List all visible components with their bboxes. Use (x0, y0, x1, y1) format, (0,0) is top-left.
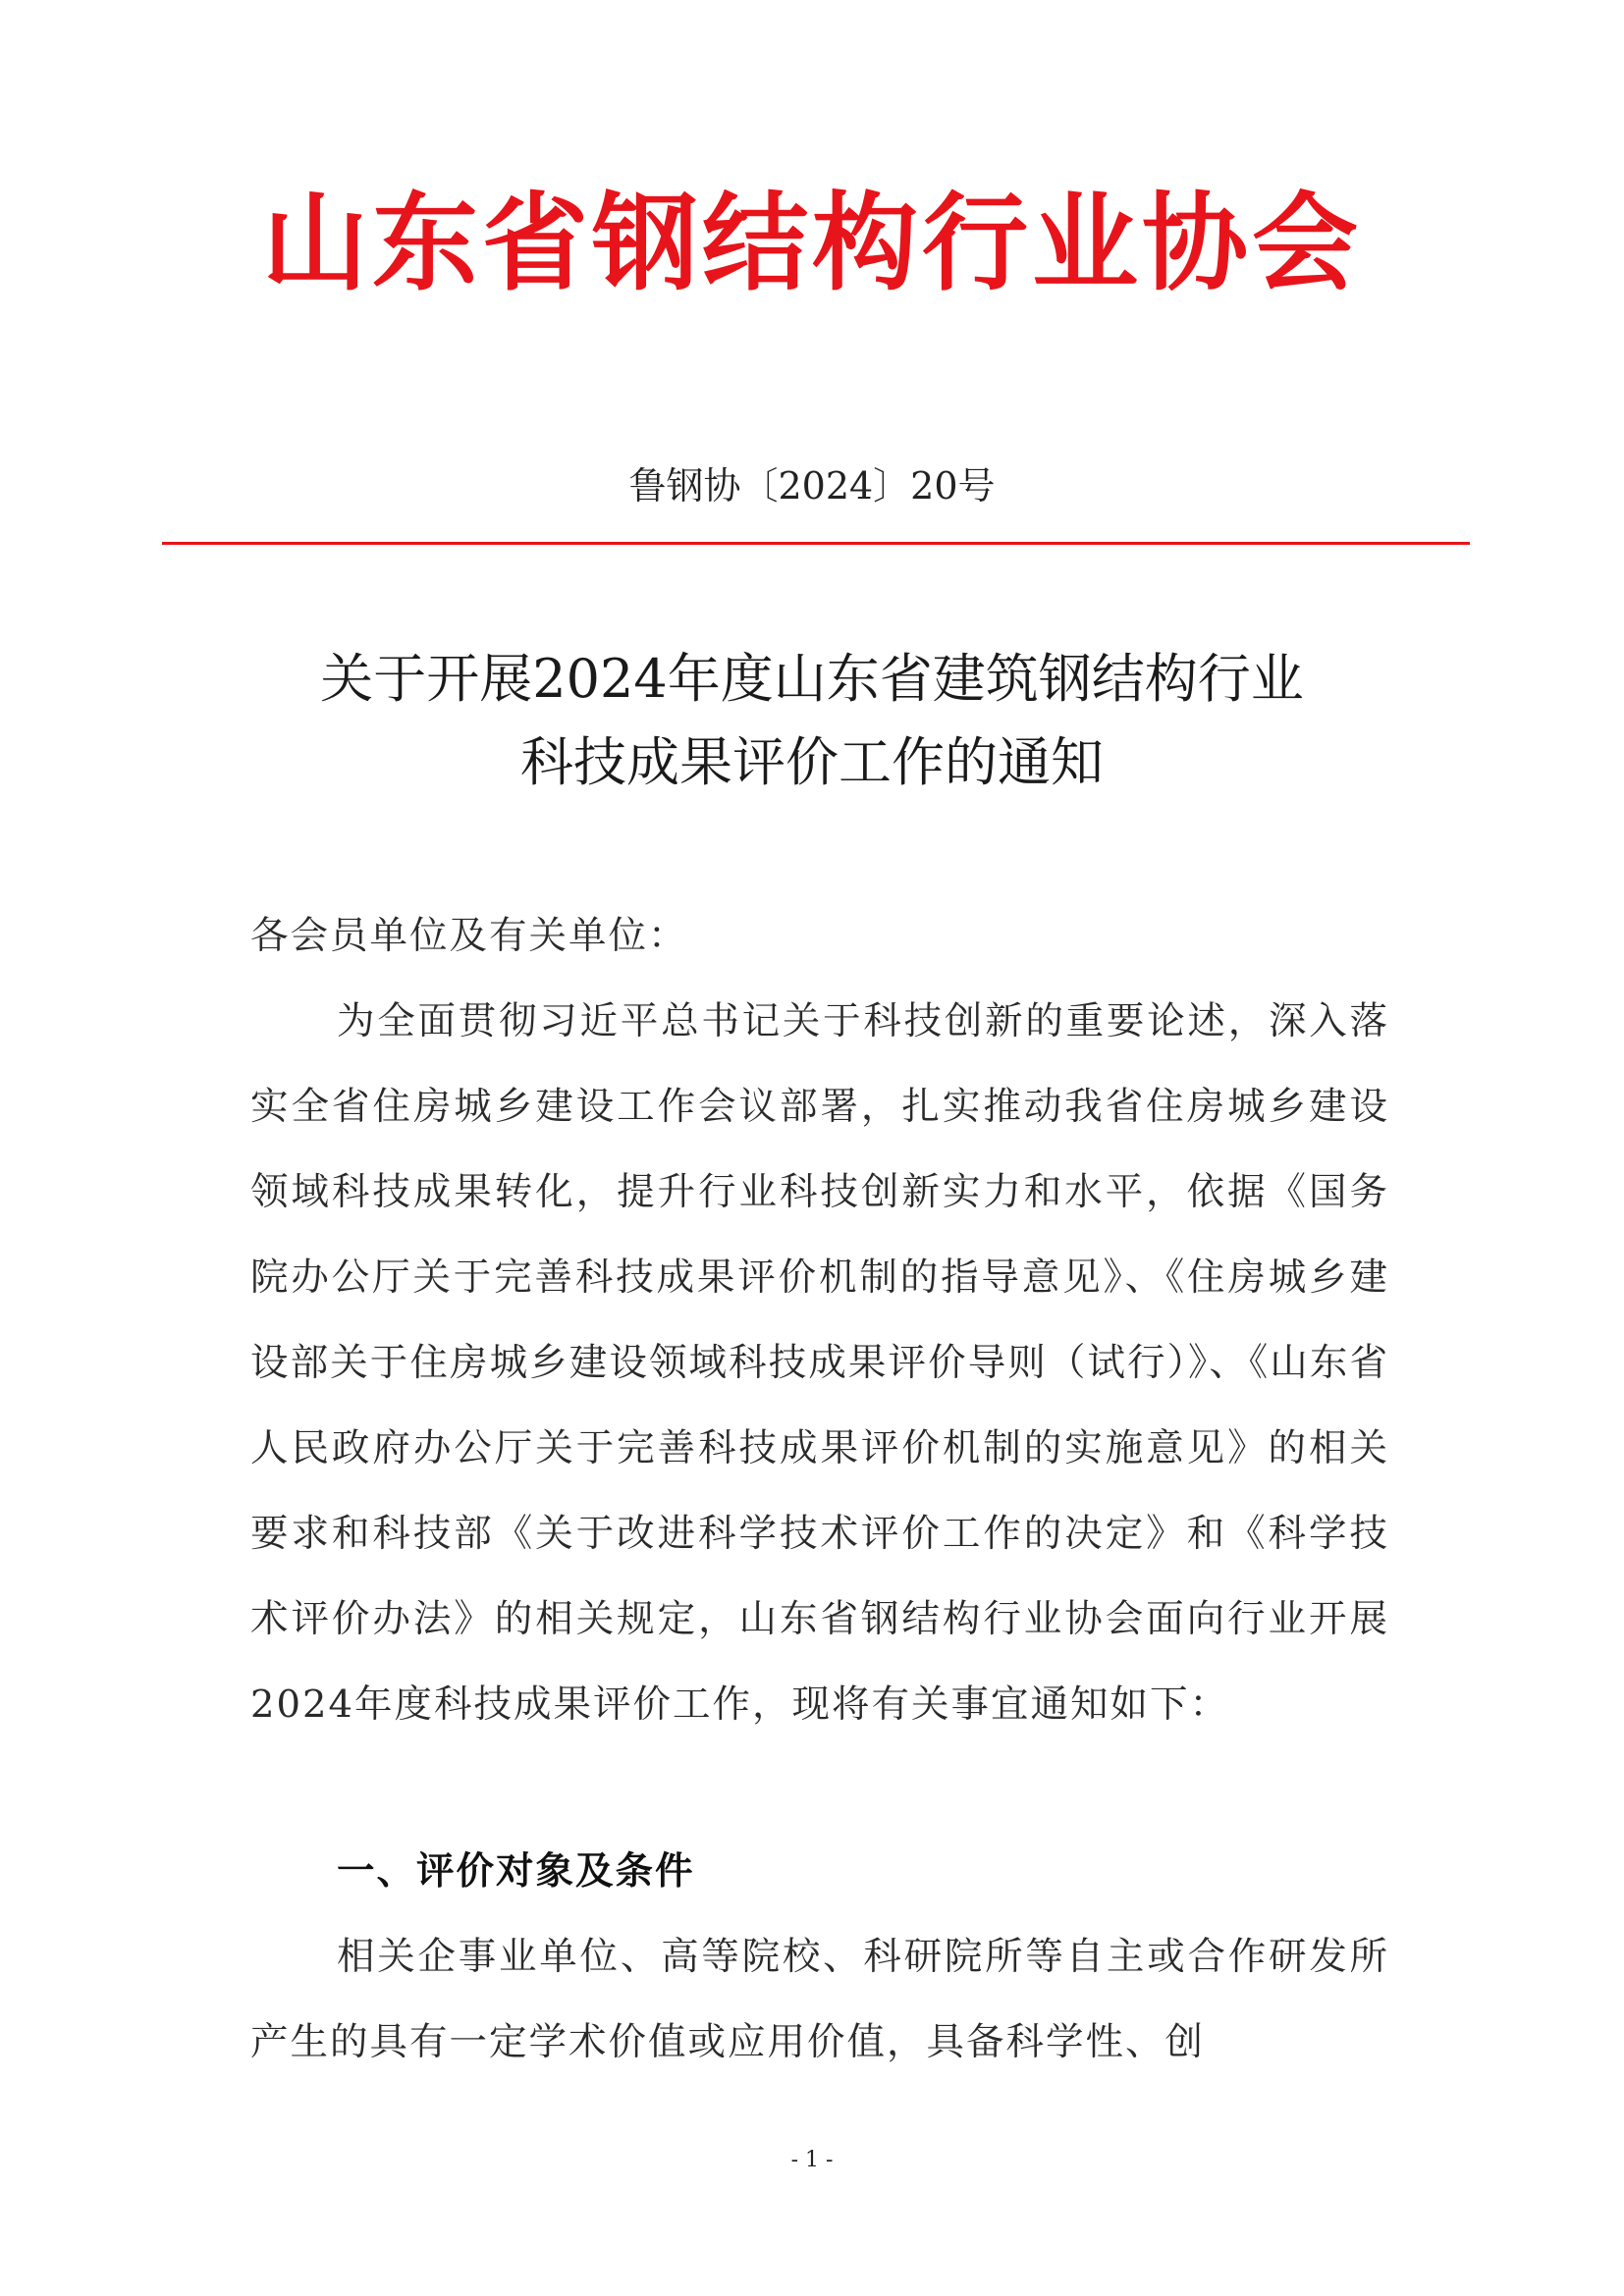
section-heading-1: 一、评价对象及条件 (337, 1849, 695, 1894)
red-divider-line (162, 542, 1470, 545)
body-paragraph-2: 相关企事业单位、高等院校、科研院所等自主或合作研发所产生的具有一定学术价值或应用价值，具备科学性、创 (250, 1935, 1389, 2064)
notice-title-line-1: 关于开展2024年度山东省建筑钢结构行业 (320, 648, 1304, 710)
page-number: - 1 - (790, 2148, 834, 2172)
organization-header: 山东省钢结构行业协会 (261, 183, 1362, 305)
body-paragraph-1: 为全面贯彻习近平总书记关于科技创新的重要论述，深入落实全省住房城乡建设工作会议部署，扎实推动我省住房城乡建设领域科技成果转化，提升行业科技创新实力和水平，依据《国务院办公厅关于完善科技成果评价机制的指导意见》、《住房城乡建设部关于住房城乡建设领域科技成果评价导则（试行）》、《山东省人民政府办公厅关于完善科技成果评价机制的实施意见》的相关要求和科技部《关于改进科学技术评价工作的决定》和《科学技术评价办法》的相关规定，山东省钢结构行业协会面向行业开展2024年度科技成果评价工作，现将有关事宜通知如下： (250, 999, 1389, 1727)
salutation: 各会员单位及有关单位： (250, 914, 688, 958)
notice-title-line-2: 科技成果评价工作的通知 (520, 731, 1104, 793)
document-number: 鲁钢协〔2024〕20号 (628, 464, 996, 507)
